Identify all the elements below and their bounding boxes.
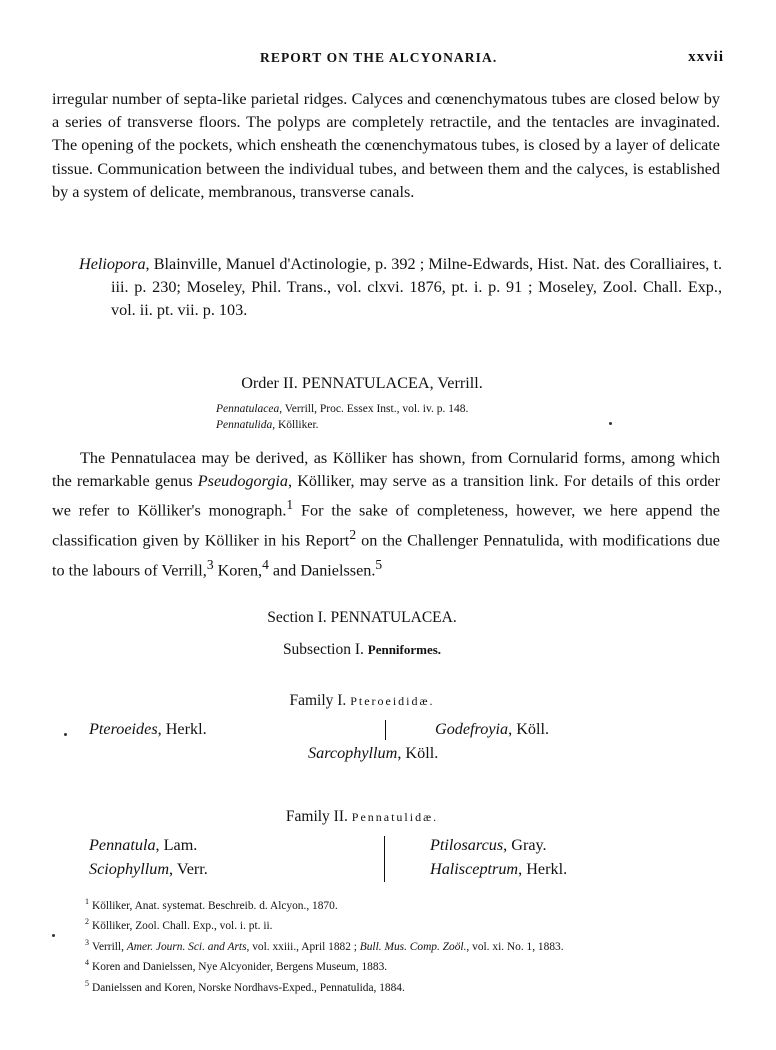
- p2-genus: Pseudogorgia: [197, 472, 289, 491]
- genus-name: Godefroyia: [435, 720, 509, 738]
- document-page: [52, 0, 724, 1050]
- footnote-text: Kölliker, Anat. systemat. Beschreib. d. Alcyon., 1870.: [92, 899, 338, 912]
- order-synonym-2: [216, 418, 319, 433]
- family-1-prefix: Family I.: [289, 692, 351, 709]
- subsection-prefix: Subsection I.: [282, 641, 368, 658]
- heliopora-synonymy: [79, 253, 722, 323]
- running-header: [52, 50, 724, 70]
- order-synonym-2-text: , Kölliker.: [272, 419, 319, 431]
- print-speck: [52, 934, 55, 937]
- footnote-ref-3: 3: [206, 556, 214, 572]
- order-synonym-1-text: , Verrill, Proc. Essex Inst., vol. iv. p. 148.: [279, 403, 469, 415]
- genus-author: , Verr.: [169, 860, 208, 878]
- p2-text-c: For the sake of completeness, however, we here append the classification given by Kölliker in his Report: [52, 501, 720, 550]
- p2-text-e: Koren,: [213, 560, 263, 579]
- order-heading: Order II. PENNATULACEA, Verrill.: [241, 374, 483, 392]
- genus-ptilosarcus: [430, 836, 547, 855]
- footnote-text: Koren and Danielssen, Nye Alcyonider, Bergens Museum, 1883.: [92, 960, 388, 973]
- print-speck: [609, 422, 612, 425]
- family-2-prefix: Family II.: [285, 808, 352, 825]
- genus-pteroeides: [89, 720, 207, 739]
- footnote-number: 2: [85, 917, 89, 927]
- genus-name: Pteroeides: [89, 720, 158, 738]
- paragraph-pennatulacea: [52, 447, 720, 582]
- paragraph-description: irregular number of septa-like parietal ridges. Calyces and cœnenchymatous tubes are closed below by a series of transverse floors. The polyps are completely retractile, and the tentacles are invaginated. The opening of the pockets, which ensheath the cœnenchymatous tubes, is closed by a layer of delicate tissue. Communication between the individual tubes, and between them and the calyces, is established by a system of delicate, membranous, transverse canals.: [52, 90, 720, 201]
- genus-sarcophyllum: [308, 744, 438, 763]
- section-heading: Section I. PENNATULACEA.: [267, 609, 457, 626]
- family-2-name: Pennatulidæ.: [351, 810, 439, 824]
- p2-text-b: , Kölliker, may serve as a transition link. For details of this order we refer to Kölliker's monograph.: [52, 472, 720, 520]
- footnote-text: Verrill,: [92, 940, 127, 953]
- footnote-text: , vol. xxiii., April 1882 ;: [246, 940, 360, 953]
- column-divider: [385, 720, 386, 740]
- footnote-number: 1: [85, 897, 89, 906]
- footnote-text: Kölliker, Zool. Chall. Exp., vol. i. pt. ii.: [92, 920, 273, 933]
- running-title: REPORT ON THE ALCYONARIA.: [260, 50, 498, 65]
- genus-author: , Herkl.: [518, 860, 568, 878]
- p2-text-a: The Pennatulacea may be derived, as Kölliker has shown, from Cornularid forms, among which the remarkable genus: [52, 449, 720, 491]
- synonymy-text: , Blainville, Manuel d'Actinologie, p. 392 ; Milne-Edwards, Hist. Nat. des Coralliaires, t. iii. p. 230; Moseley, Phil. Trans., vol. clxvi. 1876, pt. i. p. 91 ; Moseley, Zool. Chall. Exp., vol. ii. pt. vii. p. 103.: [111, 255, 722, 320]
- footnote-number: 4: [85, 958, 89, 968]
- print-speck: [64, 733, 67, 736]
- family-1-heading: [52, 692, 672, 710]
- order-synonym-1-name: Pennatulacea: [216, 403, 280, 415]
- genus-author: , Gray.: [503, 836, 547, 854]
- column-divider: [384, 836, 385, 882]
- synonymy-genus: Heliopora: [79, 255, 146, 273]
- footnote-text: Danielssen and Koren, Norske Nordhavs-Exped., Pennatulida, 1884.: [92, 981, 405, 994]
- subsection-name: Penniformes.: [367, 642, 442, 657]
- order-synonym-1: [216, 402, 468, 417]
- genus-author: , Köll.: [508, 720, 550, 738]
- genus-author: , Lam.: [155, 836, 198, 854]
- footnote-ref-2: 2: [349, 527, 357, 542]
- order-synonym-2-name: Pennatulida: [216, 419, 273, 431]
- footnote-2: [85, 914, 564, 934]
- family-2-heading: [52, 808, 672, 826]
- footnote-ref-4: 4: [262, 556, 269, 572]
- footnote-4: [85, 955, 564, 975]
- family-1-name: Pteroeididæ.: [350, 694, 435, 708]
- footnote-journal: Amer. Journ. Sci. and Arts: [126, 940, 247, 953]
- footnote-number: 5: [85, 978, 89, 988]
- genus-author: , Herkl.: [157, 720, 207, 738]
- genus-name: Halisceptrum: [430, 860, 519, 878]
- page-number: xxvii: [688, 49, 724, 65]
- footnotes: [85, 894, 564, 996]
- footnote-3: [85, 935, 564, 955]
- genus-name: Sciophyllum: [89, 860, 170, 878]
- genus-sciophyllum: [89, 860, 208, 879]
- footnote-text: , vol. xi. No. 1, 1883.: [466, 940, 564, 953]
- footnote-number: 3: [85, 937, 89, 947]
- genus-author: , Köll.: [397, 744, 439, 762]
- genus-pennatula: [89, 836, 197, 855]
- subsection-heading: [52, 641, 672, 659]
- footnote-ref-1: 1: [286, 497, 294, 513]
- genus-name: Pennatula: [89, 836, 156, 854]
- genus-godefroyia: [435, 720, 549, 739]
- footnote-1: [85, 894, 564, 914]
- footnote-journal: Bull. Mus. Comp. Zoöl.: [359, 940, 467, 953]
- genus-name: Ptilosarcus: [430, 836, 504, 854]
- footnote-5: [85, 976, 564, 996]
- genus-name: Sarcophyllum: [308, 744, 398, 762]
- p2-text-f: and Danielssen.: [268, 560, 376, 579]
- genus-halisceptrum: [430, 860, 567, 879]
- footnote-ref-5: 5: [375, 556, 383, 572]
- p2-text-d: on the Challenger Pennatulida, with modifications due to the labours of Verrill,: [52, 531, 720, 579]
